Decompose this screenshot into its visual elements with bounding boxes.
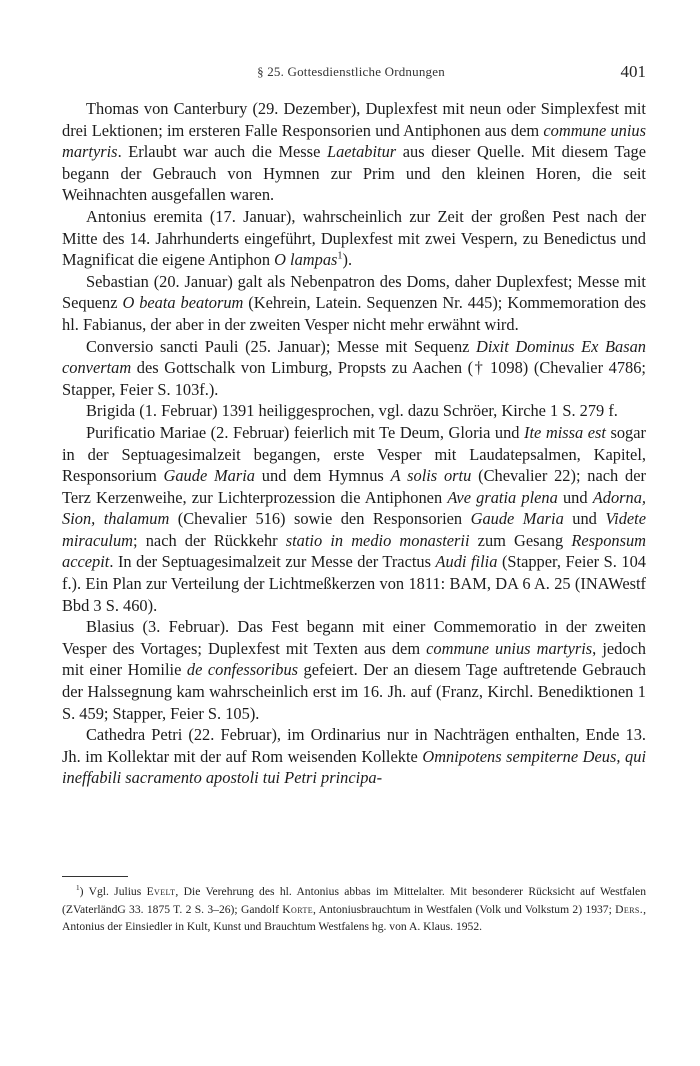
text-run: sogar in der Septuagesimalzeit begangen, erste Vesper mit Laudatepsalmen, Kapitel, Responsorium <box>62 422 646 486</box>
italic-text: A solis ortu <box>390 466 472 486</box>
italic-text: Gaude Maria <box>163 466 255 486</box>
text-run: ; nach der Rückkehr <box>133 530 286 550</box>
text-run: , jedoch mit einer Homilie <box>62 638 647 680</box>
text-run: , Antonius der Einsiedler in Kult, Kunst und Brauchtum Westfalens hg. von A. Klaus. 1952. <box>62 902 646 934</box>
page-number: 401 <box>620 62 646 81</box>
footnote-marker: 1 <box>337 250 343 262</box>
footnote-divider <box>62 876 128 877</box>
author-name: Korte <box>282 902 314 916</box>
italic-text: Responsum accepit <box>62 530 646 572</box>
italic-text: Videte miraculum <box>62 509 647 550</box>
text-run: (Chevalier 22); nach der Terz Kerzenweihe, zur Lichterprozession die Antiphonen <box>62 466 646 507</box>
text-run: Blasius (3. Februar). Das Fest begann mit einer Commemoratio in der zweiten Vesper des Vortages; Duplexfest mit Texten aus dem <box>62 617 646 658</box>
text-run: Purificatio Mariae (2. Februar) feierlich mit Te Deum, Gloria und <box>86 422 525 442</box>
footnote-marker: 1 <box>76 884 80 893</box>
italic-text: O lampas <box>274 250 338 270</box>
page-header <box>56 62 646 84</box>
italic-text: commune unius martyris <box>62 120 646 162</box>
italic-text: Ite missa est <box>524 422 606 442</box>
paragraph <box>62 400 646 422</box>
paragraph <box>62 724 646 789</box>
footnotes <box>62 883 646 936</box>
text-run: zum Gesang <box>469 530 572 550</box>
italic-text: Dixit Dominus Ex Basan convertam <box>62 336 646 378</box>
text-run: Cathedra Petri (22. Februar), im Ordinarius nur in Nachträgen enthalten, Ende 13. Jh. im Kollektar mit der auf Rom weisenden Kollekte <box>62 725 646 766</box>
text-run: ). <box>342 250 353 270</box>
italic-text: Omnipotens sempiterne Deus, qui ineffabili sacramento apostoli tui Petri principa- <box>62 746 646 788</box>
text-run: , Antoniusbrauchtum in Westfalen (Volk und Volkstum 2) 1937; <box>313 902 616 916</box>
text-run: Antonius eremita (17. Januar), wahrscheinlich zur Zeit der großen Pest nach der Mitte des 14. Jahrhunderts eingeführt, Duplexfest mit zwei Vespern, zu Benedictus und Magnificat die eigene Antiphon <box>62 206 646 270</box>
italic-text: Gaude Maria <box>470 509 564 529</box>
author-name: Ders. <box>615 902 644 916</box>
paragraph <box>62 206 646 271</box>
text-run: Thomas von Canterbury (29. Dezember), Duplexfest mit neun oder Simplexfest mit drei Lektionen; im ersteren Falle Responsorien und Antiphonen aus dem <box>62 99 646 140</box>
author-name: Evelt <box>146 885 176 898</box>
italic-text: Adorna, Sion, thalamum <box>62 487 647 529</box>
text-run: und <box>557 487 593 507</box>
italic-text: Audi filia <box>435 552 498 572</box>
running-title: § 25. Gottesdienstliche Ordnungen <box>257 64 445 79</box>
text-run: (Chevalier 516) sowie den Responsorien <box>169 509 471 529</box>
italic-text: de confessoribus <box>186 660 299 680</box>
text-run: und dem Hymnus <box>255 466 391 486</box>
italic-text: statio in medio monasterii <box>285 530 470 550</box>
paragraph <box>62 271 646 336</box>
paragraph <box>62 336 646 401</box>
text-run: Sebastian (20. Januar) galt als Nebenpatron des Doms, daher Duplexfest; Messe mit Sequenz <box>62 271 646 313</box>
text-run: gefeiert. Der an diesem Tage auftretende Gebrauch der Halssegnung kam wahrscheinlich erst im 16. Jh. auf (Franz, Kirchl. Benediktionen 1 S. 459; Stapper, Feier S. 105). <box>62 660 646 723</box>
paragraph <box>62 422 646 616</box>
italic-text: commune unius martyris <box>426 638 593 658</box>
italic-text: Laetabitur <box>326 142 397 162</box>
paragraph <box>62 98 646 206</box>
italic-text: O beata beatorum <box>122 293 244 313</box>
italic-text: Ave gratia plena <box>447 487 558 507</box>
text-run: und <box>563 509 606 529</box>
main-text <box>62 98 646 789</box>
paragraph <box>62 616 646 724</box>
footnote <box>62 883 646 936</box>
text-run: , Die Verehrung des hl. Antonius abbas im Mittelalter. Mit besonderer Rücksicht auf Westfalen (ZVaterländG 33. 1875 T. 2 S. 3–26); Gandolf <box>62 885 647 916</box>
text-run: ) Vgl. Julius <box>79 885 147 898</box>
text-run: Conversio sancti Pauli (25. Januar); Messe mit Sequenz <box>86 336 476 356</box>
text-run: aus dieser Quelle. Mit diesem Tage begann der Gebrauch von Hymnen zur Prim und den kleinen Horen, die seit Weihnachten ausgefallen waren. <box>62 142 646 205</box>
text-run: Brigida (1. Februar) 1391 heiliggesprochen, vgl. dazu Schröer, Kirche 1 S. 279 f. <box>86 401 618 421</box>
text-run: des Gottschalk von Limburg, Propsts zu Aachen († 1098) (Chevalier 4786; Stapper, Feier S. 103f.). <box>62 358 646 399</box>
text-run: . In der Septuagesimalzeit zur Messe der Tractus <box>109 552 436 572</box>
text-run: (Kehrein, Latein. Sequenzen Nr. 445); Kommemoration des hl. Fabianus, der aber in der zweiten Vesper nicht mehr erwähnt wird. <box>62 293 647 334</box>
text-run: (Stapper, Feier S. 104 f.). Ein Plan zur Verteilung der Lichtmeßkerzen von 1811: BAM, DA 6 A. 25 (INAWestf Bbd 3 S. 460). <box>62 552 646 615</box>
text-run: . Erlaubt war auch die Messe <box>117 142 327 162</box>
